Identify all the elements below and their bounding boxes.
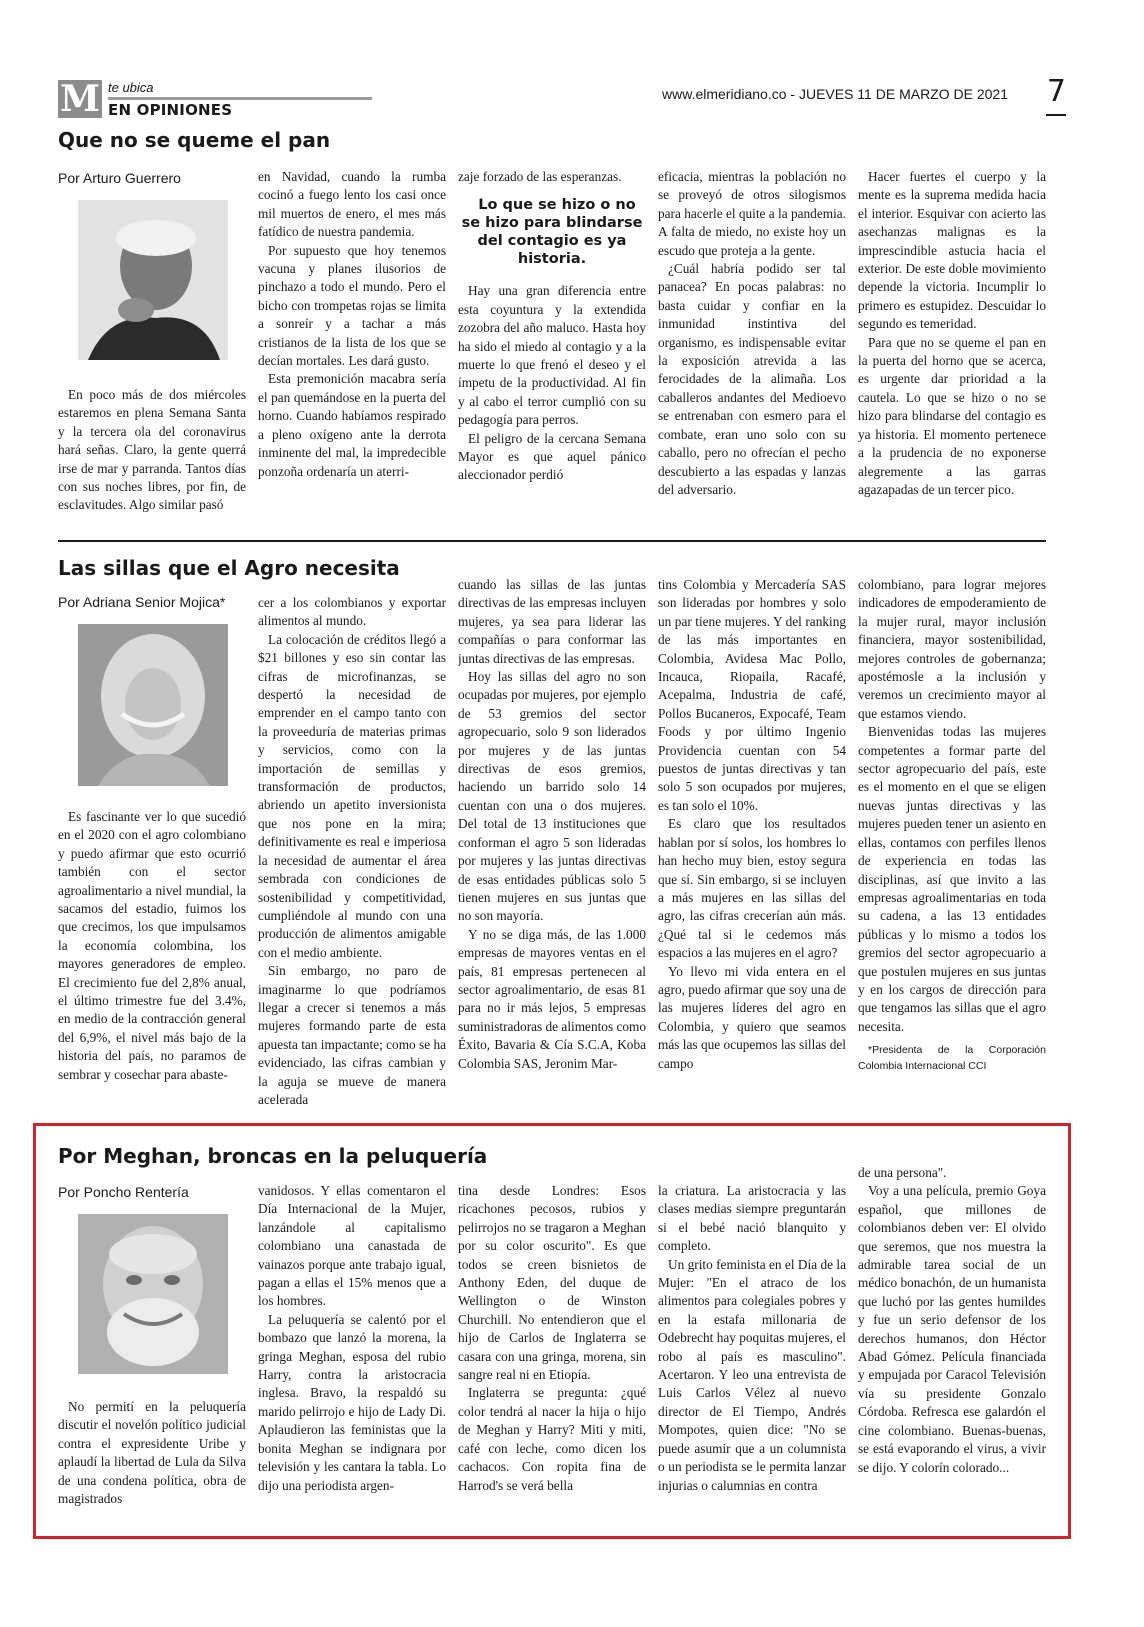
- paragraph: Bienvenidas todas las mujeres competentes a formar parte del sector agropecuario del país, este es el momento en el que se eligen nuevas juntas directivas y las mujeres pueden tener un asiento en ellas, contamos con perfiles llenos de experiencia en todas las disciplinas, así que invito a las empresas agroalimentarias en toda su cadena, a las 13 entidades públicas y lo mismo a todos los gremios del sector agropecuario a que postulen mujeres en sus juntas y en los cargos de dirección para que tengamos las sillas que el agro necesita.: [858, 724, 1046, 1034]
- article-title: Por Meghan, broncas en la peluquería: [58, 1144, 488, 1168]
- paragraph: vanidosos. Y ellas comentaron el Día Internacional de la Mujer, lanzándole al capitalismo colombiano una canastada de vainazos porque ante trabajo igual, pagan a ellas el 15% menos que a los hombres.: [258, 1183, 446, 1309]
- paragraph: Hay una gran diferencia entre esta coyuntura y la extendida zozobra del año maluco. Hasta hoy ha sido el miedo al contagio y a la muerte lo que frenó el deseo y el ímpetu de la productividad. Al fin y al cabo el terror cumplió con su pedagogía para perros.: [458, 283, 646, 428]
- article-por-meghan-broncas-en-la-peluqueria: [58, 1144, 1084, 1524]
- paragraph: tina desde Londres: Esos ricachones pecosos, rubios y pelirrojos no se tragaron a Meghan por su color oscurito". Es que todos se creen bisnietos de Anthony Eden, del duque de Wellington o de Winston Churchill. No entendieron que el hijo de Carlos de Inglaterra se casara con una gringa, morena, sin sangre real ni en Etiopía.: [458, 1183, 646, 1383]
- article-column-3: [458, 576, 646, 1112]
- paragraph: Yo llevo mi vida entera en el agro, puedo afirmar que soy una de las mujeres líderes del agro en Colombia, y quiero que seamos más las que ocupemos las sillas del campo: [658, 963, 846, 1071]
- article-title: Que no se queme el pan: [58, 128, 331, 152]
- page-number: 7: [1046, 74, 1066, 109]
- article-column-3: [458, 1182, 646, 1524]
- article-column-2: [258, 594, 446, 1112]
- site-date: www.elmeridiano.co - JUEVES 11 DE MARZO DE 2021: [662, 86, 1008, 102]
- article-column-4: [658, 1182, 846, 1524]
- article-column-1: [58, 808, 246, 1112]
- article-column-1: [58, 1398, 246, 1524]
- masthead: [58, 74, 1066, 120]
- paragraph: cer a los colombianos y exportar alimentos al mundo.: [258, 595, 446, 629]
- paragraph: Es claro que los resultados hablan por sí solos, los hombres lo han hecho muy bien, estoy segura que sí. Sin embargo, si se incluyen a más mujeres en las sillas del agro, las cifras crecerían aún más. ¿Qué tal si le cedemos más espacios a las mujeres en el agro?: [658, 816, 846, 961]
- paragraph: El peligro de la cercana Semana Mayor es que aquel pánico aleccionador perdió: [458, 430, 646, 483]
- article-column-5: [858, 1164, 1046, 1524]
- article-title: Las sillas que el Agro necesita: [58, 556, 400, 580]
- article-column-2: [258, 1182, 446, 1524]
- paragraph: Sin embargo, no paro de imaginarme lo que podríamos llegar a crecer si tenemos a más mujeres formando parte de esta apuesta tan impactante; como se ha evidenciado, las cifras cambian y la aguja se mueve de manera acelerada: [258, 963, 446, 1107]
- author-photo: [78, 1214, 228, 1374]
- paragraph: Para que no se queme el pan en la puerta del horno que se acerca, es urgente dar prioridad a la cautela. Lo que se hizo o no se hizo para blindarse del contagio es ya historia. El momento pertenece a la prudencia de no exponerse alegremente a las garras agazapadas de un tercer pico.: [858, 334, 1046, 497]
- article-byline: Por Poncho Rentería: [58, 1184, 189, 1200]
- paragraph: Esta premonición macabra sería el pan quemándose en la puerta del horno. Cuando habíamos respirado a pleno oxígeno ante la derrota inminente del mal, la impredecible ponzoña ordenaría un aterri-: [258, 371, 446, 479]
- paragraph: En poco más de dos miércoles estaremos en plena Semana Santa y la tercera ola del coronavirus hará señas. Claro, la gente querrá irse de mar y parranda. Tantos días con sus noches libres, por fin, de esclavitudes. Algo similar pasó: [58, 387, 246, 513]
- paragraph: Hoy las sillas del agro no son ocupadas por mujeres, por ejemplo de 53 gremios del sector agropecuario, solo 9 son liderados por mujeres y de las juntas directivas de esos gremios, haciendo un barrido solo 14 cuentan con una o dos mujeres. Del total de 13 instituciones que conforman el agro 5 son lideradas por mujeres y las juntas directivas de esas entidades públicas solo 5 tienen mujeres en sus juntas que no son mayoría.: [458, 669, 646, 924]
- paragraph: eficacia, mientras la población no se proveyó de otros silogismos para hacerle el quite a la pandemia. A falta de miedo, no existe hoy un escudo que proteja a la gente.: [658, 169, 846, 258]
- author-photo: [78, 624, 228, 786]
- paragraph: Por supuesto que hoy tenemos vacuna y planes ilusorios de pinchazo a todo el mundo. Pero el bicho con trompetas rojas se limita a sonreír y a tachar a más cristianos de la lista de los que se decían mortales. Les dará gusto.: [258, 242, 446, 369]
- tagline-rule: [108, 97, 372, 100]
- article-byline: Por Adriana Senior Mojica*: [58, 594, 226, 610]
- paragraph: tins Colombia y Mercadería SAS son lideradas por hombres y solo un par tiene mujeres. Y del ranking de las más importantes en Colombia, Avidesa Mac Pollo, Incauca, Riopaila, Racafé, Acepalma, Industria de café, Pollos Bucaneros, Expocafé, Team Foods y por último Ingenio Providencia cuentan con 54 puestos de juntas directivas y tan solo 5 son ocupados por mujeres, es tan solo el 10%.: [658, 577, 846, 813]
- author-photo: [78, 200, 228, 360]
- paragraph: Voy a una película, premio Goya español, que millones de colombianos deben ver: El olvido que seremos, que nos muestra la admirable tarea social de un médico bonachón, de un humanista que luchó por las gentes humildes y fue un serio defensor de los derechos humanos, don Héctor Abad Gómez. Película financiada y empujada por Caracol Televisión vía su presidente Gonzalo Córdoba. Refresca ese galardón el cine colombiano. Buenas-buenas, se está evaporando el virus, a vivir se dijo. Y colorín colorado...: [858, 1183, 1046, 1475]
- article-column-1: [58, 386, 246, 526]
- article-column-2: [258, 168, 446, 526]
- pull-quote: Lo que se hizo o no se hizo para blindarse del contagio es ya historia.: [461, 197, 643, 268]
- article-que-no-se-queme-el-pan: [58, 128, 1084, 528]
- paragraph: Un grito feminista en el Día de la Mujer: "En el atraco de los alimentos para colegiales pobres y en la estafa millonaria de Odebrecht hay poquitas mujeres, el robo al país es masculino". Acertaron. Y leo una entrevista de Luis Carlos Vélez al nuevo director de El Tiempo, Andrés Mompotes, quien dice: "No se puede asumir que a un columnista o un periodista se le permita lanzar injurias o calumnias en contra: [658, 1256, 846, 1493]
- paragraph: Inglaterra se pregunta: ¿qué color tendrá al nacer la hija o hijo de Meghan y Harry? Miti y miti, café con leche, como dicen los cachacos. Con ropita fina de Harrod's se verá bella: [458, 1385, 646, 1493]
- paragraph: La colocación de créditos llegó a $21 billones y eso sin contar las cifras de microfinanzas, se despertó la necesidad de emprender en el campo tanto con la proveeduría de materias primas y servicios, como con la importación de semillas y transformación de productos, abriendo un apetito inversionista que nos pone en la mira; definitivamente es real e imperiosa la necesidad de aumentar el área sembrada con condiciones de sostenibilidad y competitividad, cumpliéndole al mundo con una producción de alimentos amigable con el medio ambiente.: [258, 631, 446, 960]
- article-column-4: [658, 576, 846, 1112]
- page-number-rule: [1046, 114, 1066, 116]
- article-column-5: [858, 168, 1046, 526]
- paragraph: Y no se diga más, de las 1.000 empresas de mayores ventas en el país, 81 empresas pertenecen al sector agroalimentario, de esas 81 para no ir más lejos, 5 empresas suministradoras de alimentos como Éxito, Bavaria & Cía S.C.A, Koba Colombia SAS, Jeronim Mar-: [458, 926, 646, 1071]
- paragraph: la criatura. La aristocracia y las clases medias siempre preguntarán si el bebé nació blanquito y completo.: [658, 1183, 846, 1254]
- section-name: EN OPINIONES: [108, 101, 233, 119]
- paragraph: Es fascinante ver lo que sucedió en el 2020 con el agro colombiano y puedo afirmar que esto ocurrió también con el sector agroalimentario a nivel mundial, la sacamos del estadio, fuimos los que crecimos, los que impulsamos la economía colombina, los mayores generadores de empleo. El crecimiento fue del 2,8% anual, el último trimestre fue del 3.4%, en medio de la contracción general del 6,9%, el nivel más bajo de la historia del país, no paramos de sembrar y cosechar para abaste-: [58, 809, 246, 1082]
- paragraph: La peluquería se calentó por el bombazo que lanzó la morena, la gringa Meghan, esposa del rubio Harry, contra la aristocracia inglesa. Bravo, la respaldó su marido pelirrojo e hijo de Lady Di. Aplaudieron las feministas que la bonita Meghan se indignara por televisión y les cantara la tabla. Lo dijo una periodista argen-: [258, 1311, 446, 1493]
- paragraph: cuando las sillas de las juntas directivas de las empresas incluyen mujeres, ya sea para liderar las compañías o para conformar las juntas directivas de las empresas.: [458, 577, 646, 666]
- paragraph: ¿Cuál habría podido ser tal panacea? En pocas palabras: no basta cuidar y confiar en la inmunidad instintiva del organismo, es indispensable evitar la exposición atrevida a las ferocidades de la alimaña. Los caballeros andantes del Medioevo se entrenaban con esmero para el combate, eran uno solo con su caballo, pero no ofrecían el pecho descubierto a las espadas y lanzas del adversario.: [658, 261, 846, 497]
- paragraph: colombiano, para lograr mejores indicadores de empoderamiento de la mujer rural, mayor inclusión financiera, mayor sostenibilidad, mejores controles de gobernanza; apostémosle a la inclusión y veremos un crecimiento mayor al que estamos viendo.: [858, 577, 1046, 721]
- article-column-4: [658, 168, 846, 526]
- paragraph: zaje forzado de las esperanzas.: [458, 169, 622, 184]
- paragraph: Hacer fuertes el cuerpo y la mente es la suprema medida hacia el interior. Esquivar con acierto las asechanzas malignas es la imprescindible astucia hacia el exterior. De este doble movimiento depende la victoria. Incumplir lo primero es estupidez. Descuidar lo segundo es temeridad.: [858, 169, 1046, 332]
- paragraph: No permití en la peluquería discutir el novelón político judicial contra el expresidente Uribe y aplaudí la libertad de Lula da Silva de una condena política, obra de magistrados: [58, 1399, 246, 1507]
- section-divider: [58, 540, 1046, 542]
- newspaper-logo: M: [58, 80, 102, 118]
- article-column-5: [858, 576, 1046, 1112]
- paragraph: de una persona".: [858, 1165, 947, 1180]
- author-footnote: *Presidenta de la Corporación Colombia Internacional CCI: [858, 1044, 1046, 1073]
- tagline: te ubica: [108, 80, 154, 95]
- article-byline: Por Arturo Guerrero: [58, 170, 181, 186]
- article-column-3: [458, 168, 646, 526]
- article-las-sillas-que-el-agro-necesita: [58, 556, 1084, 1112]
- paragraph: en Navidad, cuando la rumba cocinó a fuego lento los casi once mil muertos de enero, el mes más fatídico de nuestra pandemia.: [258, 169, 446, 240]
